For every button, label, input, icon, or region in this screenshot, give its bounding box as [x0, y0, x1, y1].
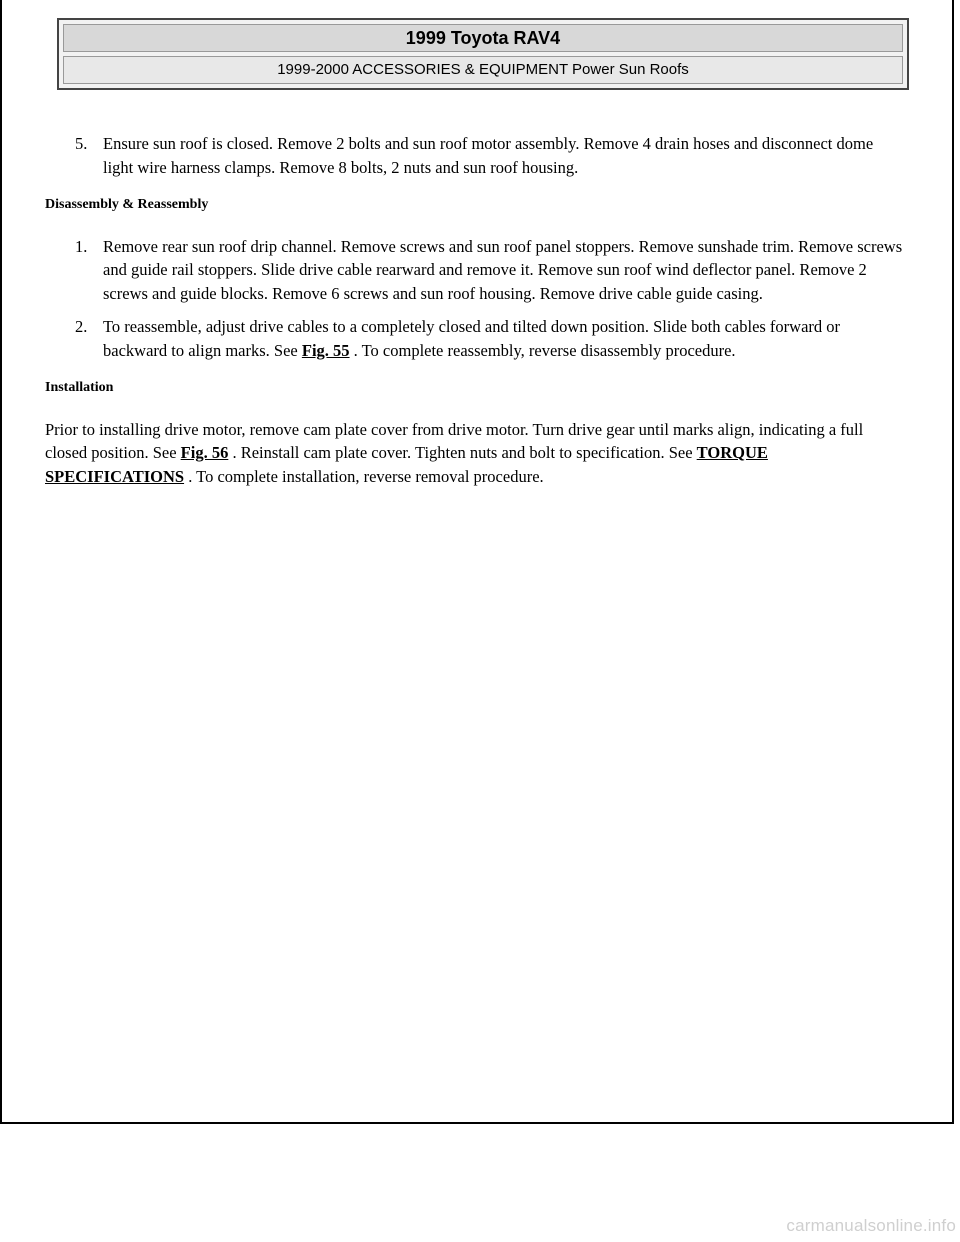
disassembly-step-1: [47, 235, 907, 306]
step-text: Ensure sun roof is closed. Remove 2 bolts and sun roof motor assembly. Remove 4 drain hoses and disconnect dome light wire harness clamps. Remove 8 bolts, 2 nuts and sun roof housing.: [103, 134, 874, 177]
step-number: 2.: [75, 317, 88, 336]
document-body: [47, 132, 907, 488]
step-text: Remove rear sun roof drip channel. Remove screws and sun roof panel stoppers. Remove sunshade trim. Remove screws and guide rail stoppers. Slide drive cable rearward and remove it. Remove sun roof wind deflector panel. Remove 2 screws and guide blocks. Remove 6 screws and sun roof housing. Remove drive cable guide casing.: [103, 236, 903, 303]
document-subtitle: 1999-2000 ACCESSORIES & EQUIPMENT Power Sun Roofs: [63, 56, 903, 84]
step-number: 5.: [75, 134, 88, 153]
watermark-text: carmanualsonline.info: [786, 1216, 956, 1235]
disassembly-step-2: [47, 315, 907, 362]
fig-56-link[interactable]: Fig. 56: [180, 443, 229, 462]
document-header: [57, 18, 909, 90]
step-number: 1.: [75, 236, 88, 256]
installation-text-3: . To complete installation, reverse removal procedure.: [184, 466, 544, 486]
installation-paragraph: [45, 418, 907, 489]
step-text-before: To reassemble, adjust drive cables to a completely closed and tilted down position. Slide both cables forward or backward to align marks. See: [103, 317, 841, 360]
fig-55-link[interactable]: Fig. 55: [301, 340, 350, 360]
installation-text-1: Prior to installing drive motor, remove cam plate cover from drive motor. Turn drive gear until marks align, indicating a full closed position. See: [45, 419, 864, 462]
removal-step-5: [47, 132, 907, 179]
disassembly-heading: Disassembly & Reassembly: [45, 197, 209, 212]
torque-specifications-link[interactable]: TORQUE SPECIFICATIONS: [45, 443, 768, 486]
installation-heading: Installation: [45, 380, 114, 395]
installation-text-2: . Reinstall cam plate cover. Tighten nuts and bolt to specification. See: [228, 443, 697, 462]
step-text-after: . To complete reassembly, reverse disassembly procedure.: [349, 340, 736, 360]
document-title: 1999 Toyota RAV4: [63, 24, 903, 52]
